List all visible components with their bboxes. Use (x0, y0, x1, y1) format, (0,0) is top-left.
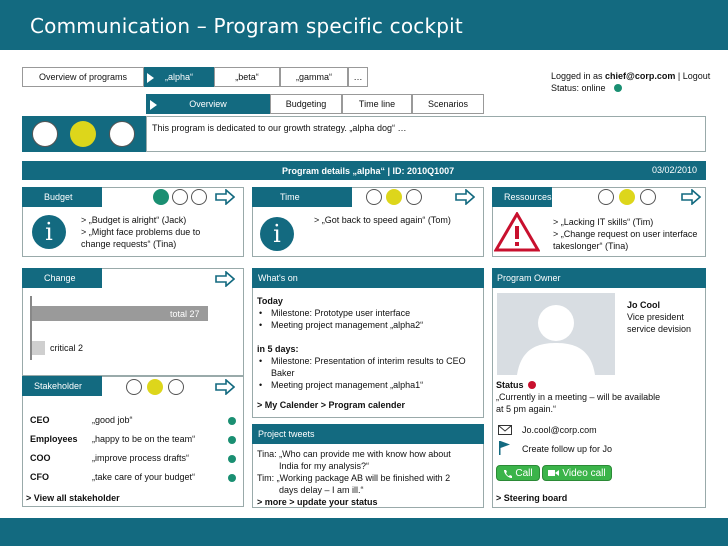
tab-label: „alpha“ (164, 72, 193, 82)
budget-light-off (191, 189, 207, 205)
stakeholder-light-off (126, 379, 142, 395)
comment-line: change requests“ (Tina) (81, 239, 177, 249)
video-call-button[interactable] (542, 465, 612, 481)
logout-link[interactable]: Logout (682, 71, 711, 81)
change-header[interactable] (22, 268, 102, 288)
resources-light-yellow (619, 189, 635, 205)
calendar-links[interactable]: > My Calender > Program calender (257, 400, 406, 410)
login-prefix: Logged in as (551, 71, 606, 81)
login-separator: | (675, 71, 683, 81)
description-text: This program is dedicated to our growth strategy. „alpha dog“ … (152, 123, 407, 133)
whats-on-header (252, 268, 484, 288)
stakeholder-status-dot (228, 455, 236, 463)
whats-on-in5-heading: in 5 days: (257, 344, 299, 354)
list-item[interactable]: • Milestone: Prototype user interface (257, 307, 482, 319)
budget-title: Budget (44, 192, 73, 202)
tab-overview-of-programs[interactable] (22, 67, 144, 87)
program-description (146, 116, 706, 152)
tab-label: Budgeting (285, 99, 327, 109)
time-title: Time (280, 192, 300, 202)
tab-label: … (353, 72, 363, 82)
stakeholder-status-dot (228, 436, 236, 444)
stakeholder-header[interactable] (22, 376, 102, 396)
table-row[interactable] (30, 414, 235, 428)
program-owner-header (492, 268, 706, 288)
flag-icon (499, 441, 511, 455)
change-bar-critical-label: critical 2 (50, 343, 84, 353)
resources-comments (553, 216, 697, 252)
tab-label: Overview (189, 99, 227, 109)
time-light-off (406, 189, 422, 205)
header-bar (0, 0, 728, 50)
stakeholder-quote: „improve process drafts“ (92, 453, 190, 463)
tab-label: „gamma“ (295, 72, 332, 82)
owner-division: service devision (627, 324, 692, 334)
tweet-line: Tim: „Working package AB will be finished with 2 (257, 473, 451, 483)
arrow-right-icon[interactable] (215, 379, 235, 395)
list-item-continuation: Baker (271, 368, 295, 378)
tab-label: Overview of programs (38, 72, 128, 82)
stakeholder-light-yellow (147, 379, 163, 395)
owner-email-link[interactable]: Jo.cool@corp.com (522, 425, 597, 435)
stakeholder-status-dot (228, 474, 236, 482)
program-details-label: Program details „alpha“ | ID: 2010Q1007 (282, 166, 455, 176)
budget-light-green (153, 189, 169, 205)
program-details-bar (22, 161, 706, 180)
tab-time-line[interactable] (342, 94, 412, 114)
stakeholder-role: CFO (30, 472, 49, 482)
owner-name: Jo Cool (627, 300, 660, 310)
tab-gamma[interactable] (280, 67, 348, 87)
arrow-right-icon[interactable] (681, 189, 701, 205)
tab-budgeting[interactable] (270, 94, 342, 114)
traffic-light-panel (22, 116, 146, 152)
stakeholder-role: Employees (30, 434, 78, 444)
call-button[interactable] (496, 465, 540, 481)
comment-line: > „Might face problems due to (81, 227, 201, 237)
time-light-off (366, 189, 382, 205)
resources-header[interactable] (492, 187, 552, 207)
tab-beta[interactable] (214, 67, 280, 87)
video-camera-icon (548, 469, 559, 477)
resources-title: Ressources (504, 192, 552, 202)
online-status: Status: online (551, 83, 606, 93)
tweets-title: Project tweets (258, 429, 315, 439)
list-item[interactable]: • Meeting project management „alpha1“ (257, 379, 482, 391)
comment-line: > „Lacking IT skills“ (Tim) (553, 217, 654, 227)
view-all-stakeholder-link[interactable]: > View all stakeholder (26, 493, 120, 503)
login-info (551, 70, 710, 82)
comment-line: > „Budget is alright“ (Jack) (81, 215, 187, 225)
tab-overview[interactable] (146, 94, 270, 114)
list-item[interactable]: • Milestone: Presentation of interim results to CEO (257, 355, 482, 367)
owner-status-dot (528, 381, 536, 389)
page-title: Communication – Program specific cockpit (30, 14, 463, 38)
stakeholder-light-off (168, 379, 184, 395)
whats-on-list (257, 295, 482, 411)
stakeholder-quote: „good job“ (92, 415, 133, 425)
budget-comments (81, 214, 200, 250)
tweets-list (257, 448, 482, 508)
comment-line: > „Got back to speed again“ (Tom) (314, 215, 451, 225)
program-owner-title: Program Owner (497, 273, 561, 283)
time-header[interactable] (252, 187, 352, 207)
comment-line: > „Change request on user interface (553, 229, 698, 239)
stakeholder-status-dot (228, 417, 236, 425)
resources-light-off (640, 189, 656, 205)
resources-light-off (598, 189, 614, 205)
envelope-icon (498, 425, 512, 435)
table-row[interactable] (30, 433, 235, 447)
status-light-yellow (70, 121, 96, 147)
arrow-right-icon[interactable] (455, 189, 475, 205)
create-followup-link[interactable]: Create follow up for Jo (522, 444, 613, 454)
tab-scenarios[interactable] (412, 94, 484, 114)
info-icon: i (32, 215, 66, 249)
call-button-label: Call (515, 467, 533, 479)
owner-status-text (496, 391, 660, 415)
stakeholder-quote: „take care of your budget“ (92, 472, 196, 482)
whats-on-title: What's on (258, 273, 298, 283)
chevron-right-icon (147, 73, 155, 83)
online-status-dot (614, 84, 622, 92)
program-details-date: 03/02/2010 (652, 165, 698, 175)
stakeholder-title: Stakeholder (34, 381, 83, 391)
footer-bar (0, 518, 728, 546)
table-row[interactable] (30, 471, 235, 485)
tab-label: Time line (358, 99, 396, 109)
tab-more[interactable] (348, 67, 368, 87)
tab-alpha[interactable] (144, 67, 214, 87)
time-comments (314, 214, 451, 226)
phone-icon (503, 469, 512, 478)
tab-label: „beta“ (235, 72, 259, 82)
change-bar-critical (32, 341, 45, 355)
status-text-line: at 5 pm again.“ (496, 404, 557, 414)
time-light-yellow (386, 189, 402, 205)
tweet-line: days delay – I am ill.“ (279, 485, 364, 495)
owner-status-label: Status (496, 380, 524, 390)
login-user[interactable]: chief@corp.com (605, 71, 676, 81)
steering-board-link[interactable]: > Steering board (496, 493, 568, 503)
owner-role: Vice president (627, 312, 684, 322)
tweets-header (252, 424, 484, 444)
whats-on-today-heading: Today (257, 296, 283, 306)
avatar (497, 293, 615, 375)
tab-label: Scenarios (427, 99, 469, 109)
tweets-links[interactable]: > more > update your status (257, 497, 378, 507)
status-text-line: „Currently in a meeting – will be available (496, 392, 661, 402)
chevron-right-icon (150, 100, 158, 110)
tweet-line: India for my analysis?“ (279, 461, 370, 471)
stakeholder-role: CEO (30, 415, 50, 425)
video-call-button-label: Video call (562, 467, 606, 479)
owner-info (627, 299, 691, 335)
stakeholder-quote: „happy to be on the team“ (92, 434, 196, 444)
comment-line: takeslonger“ (Tina) (553, 241, 629, 251)
arrow-right-icon[interactable] (215, 271, 235, 287)
warning-icon (494, 212, 540, 252)
table-row[interactable] (30, 452, 235, 466)
stakeholder-role: COO (30, 453, 51, 463)
tweet-line: Tina: „Who can provide me with know how about (257, 449, 451, 459)
arrow-right-icon[interactable] (215, 189, 235, 205)
status-light-red-off (32, 121, 58, 147)
list-item[interactable]: • Meeting project management „alpha2“ (257, 319, 482, 331)
change-title: Change (44, 273, 76, 283)
status-light-green-off (109, 121, 135, 147)
budget-header[interactable] (22, 187, 102, 207)
budget-light-off (172, 189, 188, 205)
info-icon: i (260, 217, 294, 251)
change-bar-total-label: total 27 (170, 309, 200, 319)
